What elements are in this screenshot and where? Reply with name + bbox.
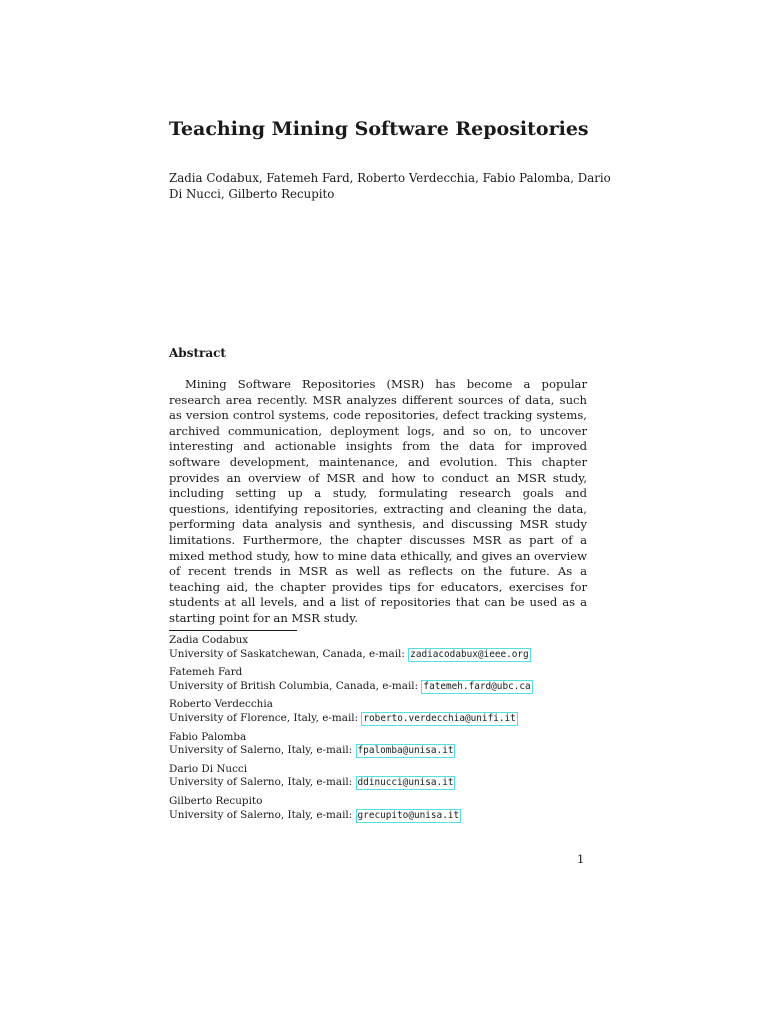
affiliation-entry <box>169 634 609 661</box>
email-link[interactable]: grecupito@unisa.it <box>357 809 460 821</box>
email-link[interactable]: fpalomba@unisa.it <box>357 745 454 757</box>
author-name: Fatemeh Fard <box>169 666 243 679</box>
author-name: Roberto Verdecchia <box>169 698 273 711</box>
abstract-text: Mining Software Repositories (MSR) has become a popular research area recently. MSR analyzes different sources of data, such as version control systems, code repositories, defect tracking systems, archived communication, deployment logs, and so on, to uncover interesting and actionable insights from the data for improved software development, maintenance, and evolution. This chapter provides an overview of MSR and how to conduct an MSR study, including setting up a study, formulating research goals and questions, identifying repositories, extracting and cleaning the data, performing data analysis and synthesis, and discussing MSR study limitations. Furthermore, the chapter discusses MSR as part of a mixed method study, how to mine data ethically, and gives an overview of recent trends in MSR as well as reflects on the future. As a teaching aid, the chapter provides tips for educators, exercises for students at all levels, and a list of repositories that can be used as a starting point for an MSR study. <box>169 377 587 625</box>
authors-line-1: Zadia Codabux, Fatemeh Fard, Roberto Verdecchia, Fabio Palomba, Dario <box>169 171 611 185</box>
affiliation-entry <box>169 731 609 758</box>
footnote-rule <box>169 630 297 631</box>
affiliation-text: University of Salerno, Italy, e-mail: <box>169 808 356 821</box>
affiliation-entry <box>169 698 609 725</box>
affiliation-text: University of British Columbia, Canada, e-mail: <box>169 679 422 692</box>
author-name: Gilberto Recupito <box>169 794 263 807</box>
affiliation-entry <box>169 795 609 822</box>
affiliation-text: University of Florence, Italy, e-mail: <box>169 711 362 724</box>
author-affiliation <box>169 744 609 758</box>
affiliation-text: University of Salerno, Italy, e-mail: <box>169 744 356 757</box>
author-name: Fabio Palomba <box>169 730 247 743</box>
email-link[interactable]: roberto.verdecchia@unifi.it <box>363 712 516 724</box>
affiliation-text: University of Salerno, Italy, e-mail: <box>169 776 356 789</box>
author-affiliation <box>169 712 609 726</box>
affiliation-text: University of Saskatchewan, Canada, e-mail: <box>169 647 409 660</box>
author-affiliation <box>169 776 609 790</box>
author-list <box>169 170 611 202</box>
author-affiliation <box>169 809 609 823</box>
authors-line-2: Di Nucci, Gilberto Recupito <box>169 187 335 201</box>
author-name: Zadia Codabux <box>169 634 249 646</box>
author-name: Dario Di Nucci <box>169 762 248 775</box>
email-link[interactable]: ddinucci@unisa.it <box>357 777 454 789</box>
email-link[interactable]: fatemeh.fard@ubc.ca <box>423 680 531 692</box>
email-link[interactable]: zadiacodabux@ieee.org <box>410 648 529 660</box>
affiliation-entry <box>169 666 609 693</box>
affiliation-entry <box>169 763 609 790</box>
affiliation-list <box>169 634 609 827</box>
abstract-heading: Abstract <box>169 346 226 360</box>
author-affiliation <box>169 648 609 662</box>
paper-title: Teaching Mining Software Repositories <box>169 118 589 140</box>
author-affiliation <box>169 680 609 694</box>
page-number: 1 <box>577 852 585 866</box>
